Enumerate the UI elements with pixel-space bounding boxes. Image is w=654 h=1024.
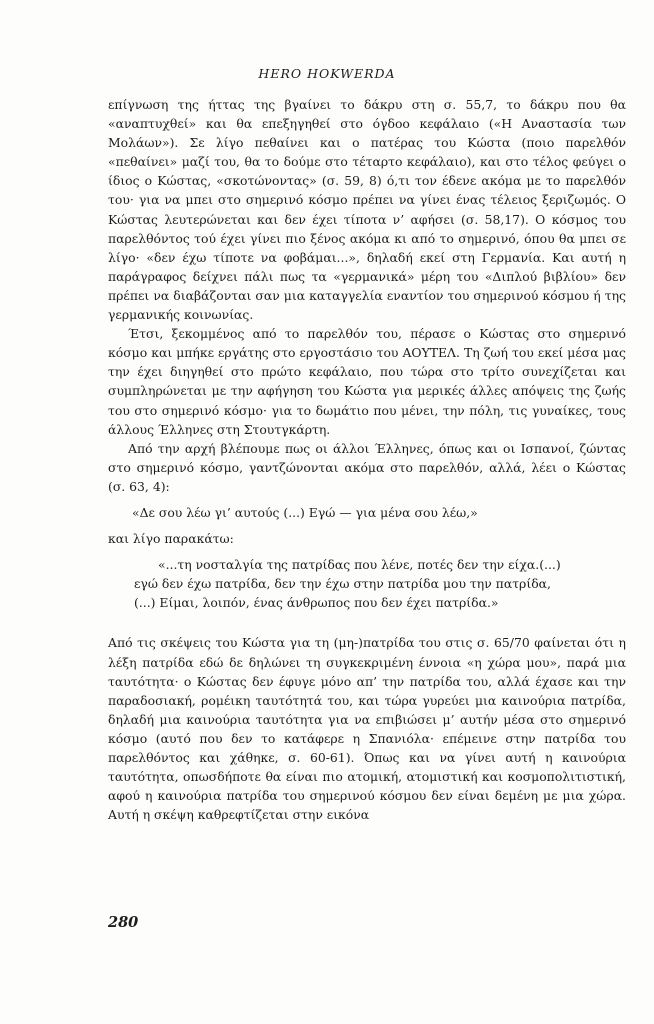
block-quote-2-line-1: «...τη νοσταλγία της πατρίδας που λένε, ποτές δεν την είχα.(...) xyxy=(158,557,561,573)
paragraph-4: Από τις σκέψεις του Κώστα για τη (μη-)πατρίδα του στις σ. 65/70 φαίνεται ότι η λέξη πατρίδα εδώ δε δηλώνει τη συγκεκριμένη έννοια «η χώρα μου», παρά μια ταυτότητα· ο Κώστας δεν έφυγε μόνο απ’ την πατρίδα του, αλλά έχασε και την παραδοσιακή, ρομέικη ταυτότητά του, και τώρα γυρεύει μια καινούρια πατρίδα, δηλαδή μια καινούρια ταυτότητα για να επιβιώσει μ’ αυτήν μέσα στο σημερινό κόσμο (αυτό που δεν το κατάφερε η Σπανιόλα· επέμεινε στην πατρίδα του παρελθόντος και χάθηκε, σ. 60-61). Όπως και να γίνει αυτή η καινούρια ταυτότητα, οπωσδήποτε θα είναι πιο ατομική, ατομιστική και κοσμοπολιτιστική, αφού η καινούρια πατρίδα του σημερινού κόσμου δεν είναι δεμένη με μια χώρα. Αυτή η σκέψη καθρεφτίζεται στην εικόνα xyxy=(108,635,626,823)
paragraph-3: Από την αρχή βλέπουμε πως οι άλλοι Έλληνες, όπως και οι Ισπανοί, ζώντας στο σημερινό κόσμο, γαντζώνονται ακόμα στο παρελθόν, αλλά, λέει ο Κώστας (σ. 63, 4): xyxy=(108,440,626,494)
paragraph-2: Έτσι, ξεκομμένος από το παρελθόν του, πέρασε ο Κώστας στο σημερινό κόσμο και μπήκε εργάτης στο εργοστάσιο του ΑΟΥΤΕΛ. Τη ζωή του εκεί μέσα μας την έχει διηγηθεί στο πρώτο κεφάλαιο, που τώρα στο τρίτο συνεχίζεται και συμπληρώνεται με την αφήγηση του Κώστα για μερικές άλλες απόψεις της ζωής του στο σημερινό κόσμο· για το δωμάτιο που μένει, την πόλη, τις γυναίκες, τους άλλους Έλληνες στη Στουτγκάρτη. xyxy=(108,326,626,437)
paragraph-1: επίγνωση της ήττας της βγαίνει το δάκρυ στη σ. 55,7, το δάκρυ που θα «αναπτυχθεί» και θα επεξηγηθεί στο όγδοο κεφάλαιο («Η Αναστασία των Μολάων»). Σε λίγο πεθαίνει και ο πατέρας του Κώστα (ποιο παρελθόν «πεθαίνει» μαζί του, θα το δούμε στο τέταρτο κεφάλαιο), και στο τέλος φεύγει ο ίδιος ο Κώστας, «σκοτώνοντας» (σ. 59, 8) ό,τι τον έδενε ακόμα με το παρελθόν του· για να μπει στο σημερινό κόσμο πρέπει να γίνει ένας τέλειος ξεριζωμός. Ο Κώστας λευτερώνεται και δεν έχει τίποτα ν’ αφήσει (σ. 58,17). Ο κόσμος του παρελθόντος τού έχει γίνει πιο ξένος ακόμα κι από το σημερινό, όπου θα μπει σε λίγο· «δεν έχω τίποτε να φοβάμαι...», δηλαδή εκεί στη Γερμανία. Και αυτή η παράγραφος δείχνει πάλι πως τα «γερμανικά» μέρη του «Διπλού βιβλίου» δεν πρέπει να διαβάζονται σαν μια καταγγελία εναντίον του σημερινού κόσμου ή της γερμανικής κοινωνίας. xyxy=(108,97,626,323)
block-quote-1: «Δε σου λέω γι’ αυτούς (...) Εγώ — για μένα σου λέω,» xyxy=(132,504,478,520)
block-quote-2-line-2: εγώ δεν έχω πατρίδα, δεν την έχω στην πατρίδα μου την πατρίδα, xyxy=(134,576,551,592)
running-head: HERO HOKWERDA xyxy=(258,66,396,81)
block-quote-2-line-3: (...) Είμαι, λοιπόν, ένας άνθρωπος που δεν έχει πατρίδα.» xyxy=(134,595,499,611)
paragraph-gap xyxy=(108,619,626,633)
lead-in-text: και λίγο παρακάτω: xyxy=(108,531,234,547)
page-number: 280 xyxy=(108,914,139,931)
body-text xyxy=(108,95,626,824)
block-quote-2 xyxy=(108,555,626,612)
